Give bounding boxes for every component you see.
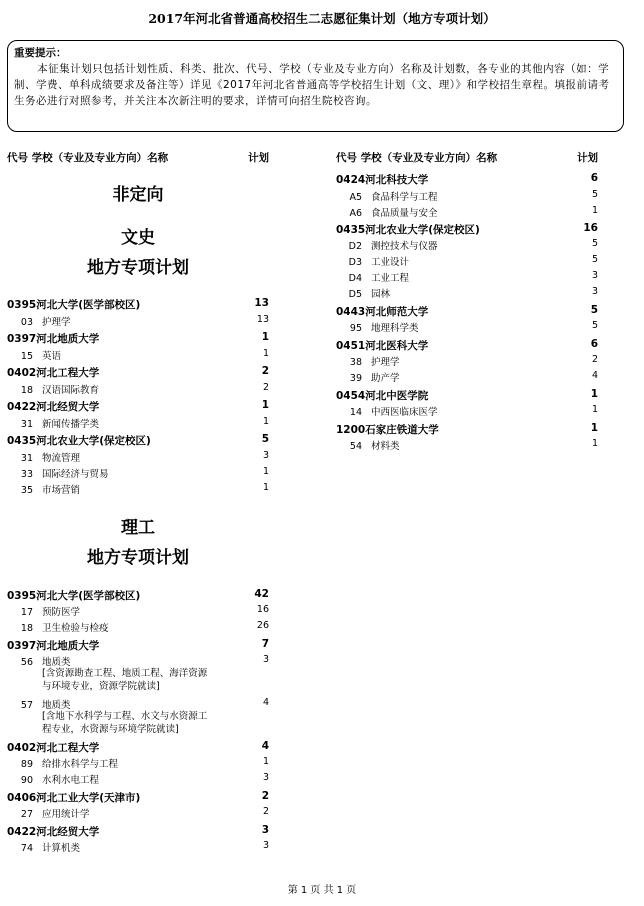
major-row: 54 材料类 1 bbox=[349, 438, 598, 452]
column-header-plan: 计划 bbox=[248, 152, 269, 164]
column-header-name: 代号 学校（专业及专业方向）名称 bbox=[336, 152, 498, 164]
school-row: 0435河北农业大学(保定校区) 5 bbox=[7, 433, 269, 447]
major-row: D2 测控技术与仪器 5 bbox=[348, 238, 598, 252]
major-row: 89 给排水科学与工程 1 bbox=[20, 756, 269, 770]
major-row: 38 护理学 2 bbox=[349, 354, 598, 368]
major-row: 39 助产学 4 bbox=[349, 370, 598, 384]
major-row: 14 中西医临床医学 1 bbox=[349, 404, 598, 418]
school-row: 0395河北大学(医学部校区) 42 bbox=[7, 588, 269, 602]
major-row: 33 国际经济与贸易 1 bbox=[20, 466, 269, 480]
plan-heading-ligong: 地方专项计划 bbox=[87, 548, 189, 568]
column-header-plan: 计划 bbox=[577, 152, 598, 164]
major-row: 27 应用统计学 2 bbox=[20, 806, 269, 820]
major-note: [含地下水科学与工程、水文与水资源工 程专业，水资源与环境学院就读] bbox=[42, 711, 208, 735]
major-row: 90 水利水电工程 3 bbox=[20, 772, 269, 786]
major-row: 35 市场营销 1 bbox=[20, 482, 269, 496]
major-row: 57 地质类 4 bbox=[20, 697, 269, 711]
school-row: 0402河北工程大学 4 bbox=[7, 740, 269, 754]
subject-heading-wenshi: 文史 bbox=[121, 228, 155, 248]
notice-heading: 重要提示： bbox=[14, 47, 67, 59]
major-row: A5 食品科学与工程 5 bbox=[349, 189, 598, 203]
school-row: 1200石家庄铁道大学 1 bbox=[336, 422, 598, 436]
school-row: 0454河北中医学院 1 bbox=[336, 388, 598, 402]
major-row: 18 卫生检验与检疫 26 bbox=[20, 620, 269, 634]
school-row: 0395河北大学(医学部校区) 13 bbox=[7, 297, 269, 311]
plan-heading-wenshi: 地方专项计划 bbox=[87, 258, 189, 278]
major-row: 56 地质类 3 bbox=[20, 654, 269, 668]
major-note: [含资源勘查工程、地质工程、海洋资源 与环境专业，资源学院就读] bbox=[42, 668, 208, 692]
major-row: 74 计算机类 3 bbox=[20, 840, 269, 854]
major-row: 31 物流管理 3 bbox=[20, 450, 269, 464]
school-row: 0443河北师范大学 5 bbox=[336, 304, 598, 318]
major-row: 95 地理科学类 5 bbox=[349, 320, 598, 334]
school-row: 0397河北地质大学 7 bbox=[7, 638, 269, 652]
school-row: 0422河北经贸大学 3 bbox=[7, 824, 269, 838]
major-row: 18 汉语国际教育 2 bbox=[20, 382, 269, 396]
subject-heading-ligong: 理工 bbox=[121, 518, 155, 538]
important-notice-box bbox=[7, 40, 624, 132]
major-row: A6 食品质量与安全 1 bbox=[349, 205, 598, 219]
major-row: D5 园林 3 bbox=[348, 286, 598, 300]
major-row: D4 工业工程 3 bbox=[348, 270, 598, 284]
left-column-header bbox=[7, 150, 269, 165]
major-row: 31 新闻传播学类 1 bbox=[20, 416, 269, 430]
notice-body: 本征集计划只包括计划性质、科类、批次、代号、学校（专业及专业方向）名称及计划数，各专业的其他内容（如：学制、学费、单科成绩要求及备注等）详见《2017年河北省普通高等学校招生计划（文、理）》和学校招生章程。填报前请考生务必进行对照参考，并关注本次新注明的要求，详情可向招生院校咨询。 bbox=[14, 63, 610, 107]
column-header-name: 代号 学校（专业及专业方向）名称 bbox=[7, 152, 169, 164]
major-row: 15 英语 1 bbox=[20, 348, 269, 362]
major-row: 17 预防医学 16 bbox=[20, 604, 269, 618]
major-row: D3 工业设计 5 bbox=[348, 254, 598, 268]
major-row: 03 护理学 13 bbox=[20, 314, 269, 328]
type-heading: 非定向 bbox=[112, 185, 164, 205]
school-row: 0422河北经贸大学 1 bbox=[7, 399, 269, 413]
school-row: 0451河北医科大学 6 bbox=[336, 338, 598, 352]
page-title: 2017年河北省普通高校招生二志愿征集计划（地方专项计划） bbox=[148, 11, 496, 26]
school-row: 0424河北科技大学 6 bbox=[336, 172, 598, 186]
school-row: 0406河北工业大学(天津市) 2 bbox=[7, 790, 269, 804]
school-row: 0402河北工程大学 2 bbox=[7, 365, 269, 379]
school-row: 0397河北地质大学 1 bbox=[7, 331, 269, 345]
page-footer: 第 1 页 共 1 页 bbox=[287, 885, 357, 896]
school-row: 0435河北农业大学(保定校区) 16 bbox=[336, 222, 598, 236]
right-column-header bbox=[336, 150, 598, 165]
